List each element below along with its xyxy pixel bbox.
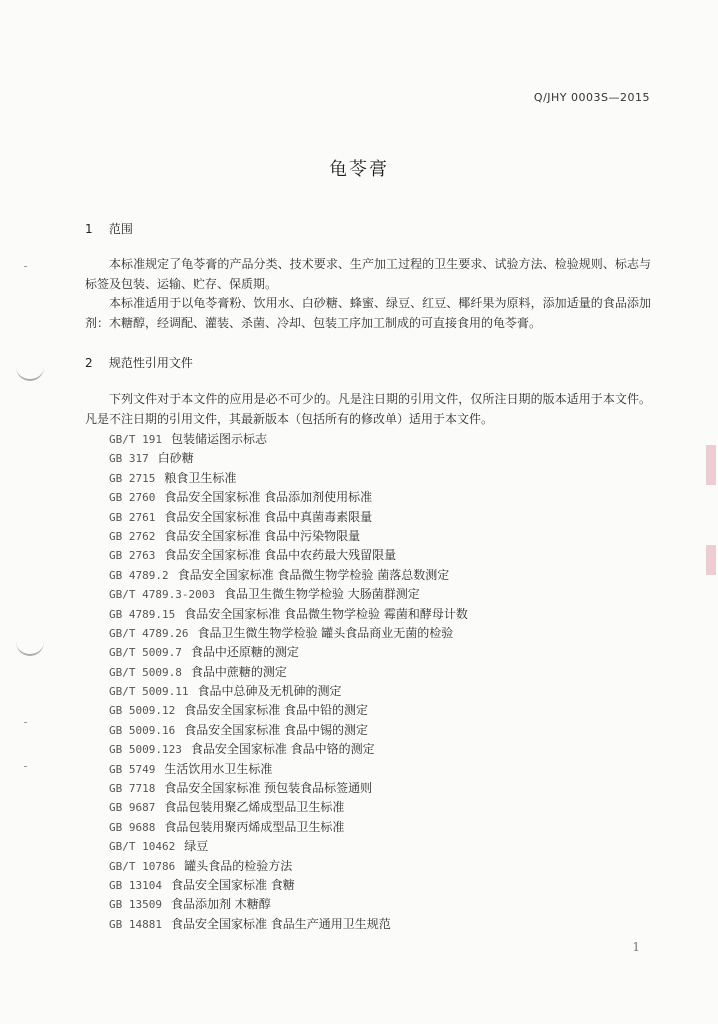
punch-hole-mark: [16, 640, 44, 656]
list-item: GB/T 10462 绿豆: [109, 839, 209, 854]
list-item: GB 13509 食品添加剂 木糖醇: [109, 897, 271, 912]
list-item: GB 9688 食品包装用聚丙烯成型品卫生标准: [109, 819, 345, 834]
seal-fragment: [706, 545, 716, 575]
scope-paragraph: 本标准规定了龟苓膏的产品分类、技术要求、生产加工过程的卫生要求、试验方法、检验规则、标志与标签及包装、运输、贮存、保质期。: [85, 257, 651, 291]
list-item: GB 14881 食品安全国家标准 食品生产通用卫生规范: [109, 916, 391, 931]
list-item: GB 4789.2 食品安全国家标准 食品微生物学检验 菌落总数测定: [109, 567, 450, 582]
list-item: GB/T 191 包装储运图示标志: [109, 432, 267, 446]
section-title: 规范性引用文件: [108, 356, 193, 370]
section-title: 范围: [108, 222, 133, 236]
list-item: GB 5009.123 食品安全国家标准 食品中铬的测定: [109, 742, 375, 757]
list-item: GB 7718 食品安全国家标准 预包装食品标签通则: [109, 781, 373, 796]
references-intro-paragraph: 下列文件对于本文件的应用是必不可少的。凡是注日期的引用文件，仅所注日期的版本适用于本文件。凡是不注日期的引用文件，其最新版本（包括所有的修改单）适用于本文件。: [85, 392, 651, 426]
list-item: GB/T 4789.3-2003 食品卫生微生物学检验 大肠菌群测定: [109, 587, 420, 602]
seal-fragment: [706, 445, 716, 485]
list-item: GB 13104 食品安全国家标准 食糖: [109, 877, 295, 892]
scope-paragraph: 本标准适用于以龟苓膏粉、饮用水、白砂糖、蜂蜜、绿豆、红豆、椰纤果为原料，添加适量的食品添加剂：木糖醇，经调配、灌装、杀菌、冷却、包装工序加工制成的可直接食用的龟苓膏。: [85, 296, 651, 330]
reference-list: [109, 430, 468, 934]
list-item: GB 2761 食品安全国家标准 食品中真菌毒素限量: [109, 509, 373, 524]
list-item: GB 2760 食品安全国家标准 食品添加剂使用标准: [109, 490, 373, 505]
list-item: GB/T 10786 罐头食品的检验方法: [109, 858, 293, 873]
list-item: GB 5009.12 食品安全国家标准 食品中铅的测定: [109, 703, 369, 718]
list-item: GB 2763 食品安全国家标准 食品中农药最大残留限量: [109, 548, 397, 563]
list-item: GB 2762 食品安全国家标准 食品中污染物限量: [109, 528, 361, 543]
document-code: Q/JHY 0003S—2015: [533, 91, 650, 104]
list-item: GB/T 5009.8 食品中蔗糖的测定: [109, 664, 287, 679]
list-item: GB 5009.16 食品安全国家标准 食品中锡的测定: [109, 722, 369, 737]
document-title: 龟苓膏: [329, 159, 389, 180]
list-item: GB 2715 粮食卫生标准: [109, 470, 237, 485]
scan-speck: [24, 722, 27, 723]
list-item: GB/T 5009.7 食品中还原糖的测定: [109, 645, 299, 660]
scan-speck: [24, 766, 27, 767]
page-number: 1: [632, 940, 640, 954]
list-item: GB 4789.15 食品安全国家标准 食品微生物学检验 霉菌和酵母计数: [109, 606, 468, 621]
punch-hole-mark: [16, 365, 44, 381]
list-item: GB 5749 生活饮用水卫生标准: [109, 761, 273, 776]
scan-speck: [24, 266, 27, 267]
section-number: 1: [85, 222, 93, 236]
list-item: GB 317 白砂糖: [109, 451, 194, 466]
list-item: GB/T 4789.26 食品卫生微生物学检验 罐头食品商业无菌的检验: [109, 625, 454, 640]
list-item: GB/T 5009.11 食品中总砷及无机砷的测定: [109, 684, 342, 699]
section-heading-scope: [85, 220, 133, 237]
section-number: 2: [85, 356, 93, 370]
section-heading-normative-references: [85, 354, 193, 371]
list-item: GB 9687 食品包装用聚乙烯成型品卫生标准: [109, 800, 345, 815]
